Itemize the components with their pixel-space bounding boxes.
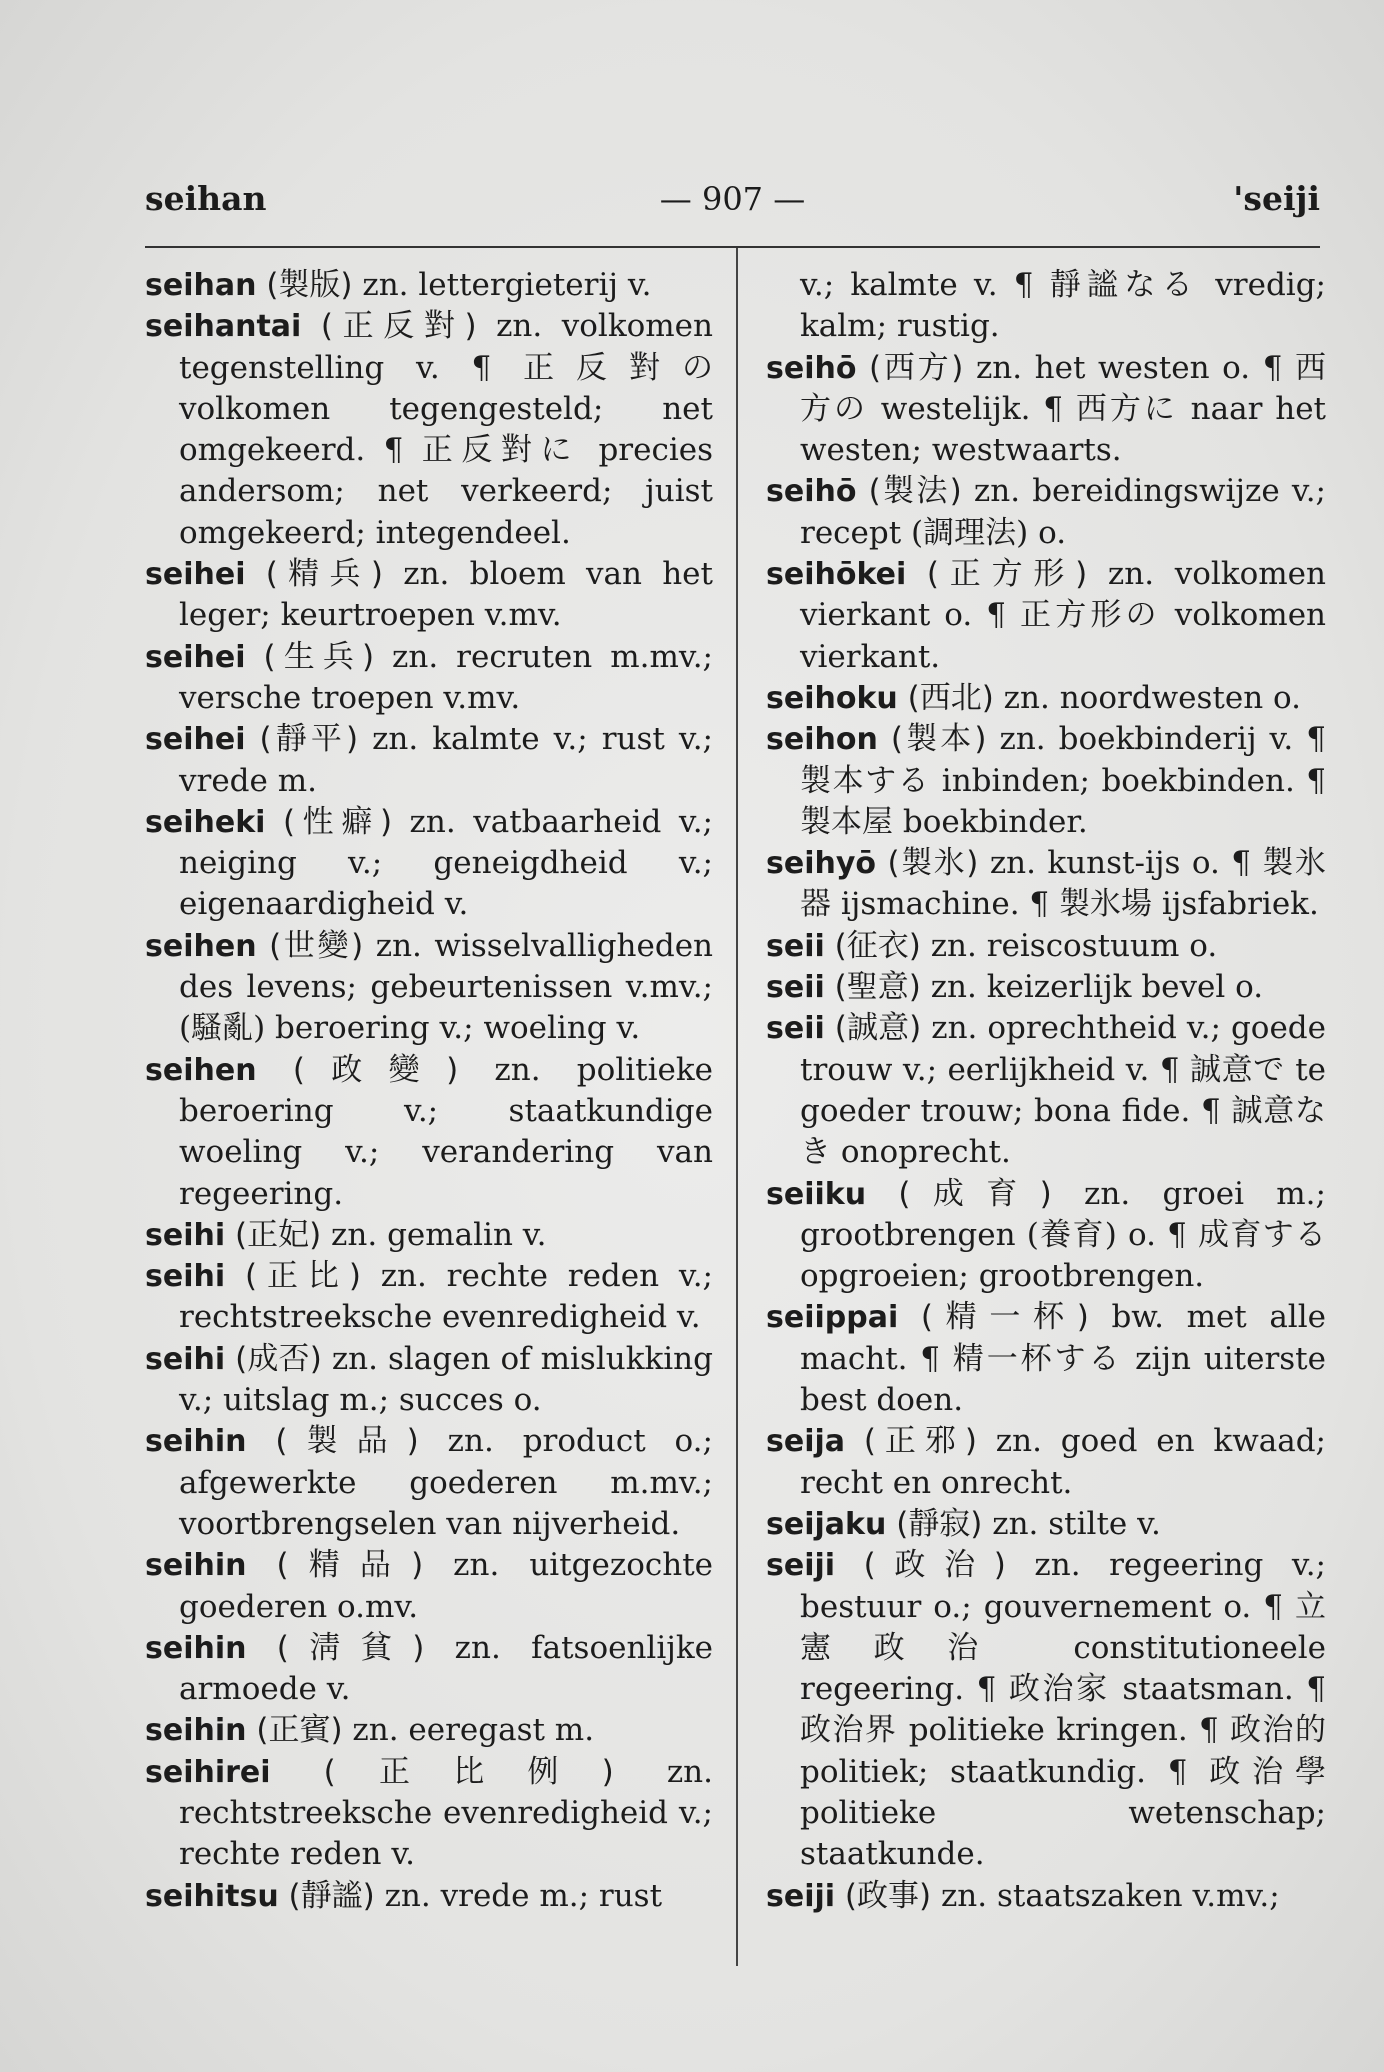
- entry-headword: seiippai: [766, 1300, 899, 1336]
- dictionary-entry: [766, 471, 1326, 554]
- dictionary-entry: [766, 926, 1326, 967]
- dictionary-entry: [145, 1215, 713, 1256]
- left-column: [145, 265, 713, 1917]
- entry-kanji: (製版): [266, 267, 353, 303]
- entry-headword: seihin: [145, 1630, 247, 1666]
- right-guide-word: 'seiji: [1233, 179, 1320, 218]
- dictionary-entry: [766, 678, 1326, 719]
- entry-definition: zn. recruten m.mv.; versche troepen v.mv.: [179, 638, 713, 716]
- dictionary-entry: [145, 1545, 713, 1628]
- dictionary-entry: [766, 1174, 1326, 1298]
- entry-headword: seii: [766, 928, 825, 964]
- entry-kanji: (政事): [844, 1877, 932, 1914]
- dictionary-entry: [145, 719, 713, 802]
- entry-definition: zn. keizerlijk bevel o.: [920, 969, 1264, 1006]
- entry-headword: seihei: [145, 639, 246, 675]
- dictionary-entry: [145, 1050, 713, 1215]
- entry-kanji: (性癖): [282, 803, 393, 840]
- entry-definition: zn. oprechtheid v.; goede trouw v.; eerlijkheid v. ¶ 誠意で te goeder trouw; bona fide. ¶ 誠意なき onoprecht.: [800, 1010, 1326, 1171]
- entry-kanji: (正方形): [926, 556, 1088, 593]
- entry-headword: seihei: [145, 722, 246, 758]
- entry-headword: seii: [766, 1011, 825, 1047]
- entry-definition: zn. bloem van het leger; keurtroepen v.mv.: [179, 556, 713, 634]
- entry-headword: seihyō: [766, 846, 877, 882]
- dictionary-entry: [766, 967, 1326, 1008]
- entry-headword: seihi: [145, 1341, 226, 1377]
- entry-kanji: (淸貧): [276, 1629, 425, 1666]
- entry-kanji: (製法): [868, 473, 962, 510]
- right-column: [766, 265, 1326, 1917]
- entry-kanji: (靜平): [259, 721, 359, 758]
- entry-headword: seihirei: [145, 1754, 271, 1790]
- entry-definition: zn. kunst-ijs o. ¶ 製氷器 ijsmachine. ¶ 製氷場 ijsfabriek.: [800, 845, 1326, 923]
- dictionary-entry: [766, 1504, 1326, 1545]
- entry-kanji: (正比例): [323, 1753, 614, 1790]
- entry-kanji: (西方): [869, 349, 964, 386]
- dictionary-entry: [766, 1876, 1326, 1917]
- dictionary-entry: [145, 306, 713, 554]
- dictionary-entry: [145, 265, 713, 306]
- entry-kanji: (西北): [907, 679, 994, 716]
- entry-headword: seihoku: [766, 680, 898, 716]
- page-header: [145, 176, 1320, 226]
- entry-kanji: (正賓): [256, 1712, 343, 1749]
- entry-kanji: (聖意): [834, 969, 921, 1006]
- entry-kanji: (靜謐): [288, 1877, 375, 1914]
- dictionary-entry: [145, 802, 713, 926]
- entry-headword: seihō: [766, 350, 857, 386]
- entry-headword: seiheki: [145, 804, 266, 840]
- entry-definition: zn. goed en kwaad; recht en onrecht.: [800, 1423, 1326, 1501]
- entry-kanji: (成否): [235, 1340, 322, 1377]
- entry-kanji: (製品): [275, 1423, 419, 1460]
- entry-kanji: (政治): [863, 1547, 1006, 1584]
- entry-kanji: (成育): [898, 1175, 1052, 1212]
- entry-kanji: (正比): [244, 1258, 361, 1295]
- entry-definition: zn. boekbinderij v. ¶ 製本する inbinden; boekbinden. ¶ 製本屋 boekbinder.: [800, 721, 1326, 840]
- entry-definition: zn. rechte reden v.; rechtstreeksche evenredigheid v.: [179, 1258, 713, 1336]
- entry-kanji: (製本): [890, 721, 987, 758]
- dictionary-entry: [145, 1421, 713, 1545]
- entry-headword: seii: [766, 970, 825, 1006]
- dictionary-entry: [145, 926, 713, 1050]
- dictionary-entry: [145, 1876, 713, 1917]
- entry-kanji: (製氷): [887, 845, 979, 882]
- entry-headword: seihen: [145, 1052, 257, 1088]
- entry-definition: zn. product o.; afgewerkte goederen m.mv.; voortbrengselen van nijverheid.: [179, 1423, 713, 1542]
- entry-definition: zn. het westen o. ¶ 西方の westelijk. ¶ 西方に naar het westen; westwaarts.: [800, 349, 1326, 469]
- entry-kanji: (正反對): [320, 308, 477, 345]
- entry-definition: zn. volkomen vierkant o. ¶ 正方形の volkomen vierkant.: [800, 556, 1326, 675]
- dictionary-entry: [766, 1545, 1326, 1875]
- entry-kanji: (誠意): [834, 1010, 922, 1047]
- entry-definition: zn. vrede m.; rust: [374, 1877, 663, 1914]
- dictionary-entry: [766, 1421, 1326, 1504]
- entry-kanji: (精兵): [265, 556, 384, 593]
- entry-definition: zn. groei m.; grootbrengen (養育) o. ¶ 成育する opgroeien; grootbrengen.: [800, 1175, 1326, 1295]
- entry-kanji: (精品): [276, 1547, 424, 1584]
- entry-definition: zn. rechtstreeksche evenredigheid v.; rechte reden v.: [179, 1753, 713, 1873]
- dictionary-entry: [766, 1008, 1326, 1173]
- column-divider: [736, 248, 738, 1966]
- entry-definition: zn. bereidingswijze v.; recept (調理法) o.: [800, 473, 1326, 551]
- dictionary-entry: [145, 1710, 713, 1751]
- entry-kanji: (世變): [269, 927, 364, 964]
- header-rule: [145, 246, 1320, 248]
- dictionary-entry: [766, 348, 1326, 472]
- entry-headword: seiji: [766, 1878, 836, 1914]
- entry-headword: seihantai: [145, 309, 302, 345]
- entry-definition: zn. eeregast m.: [342, 1712, 595, 1749]
- entry-kanji: (政變): [292, 1051, 459, 1088]
- entry-definition: zn. lettergieterij v.: [352, 267, 652, 303]
- entry-kanji: (正邪): [863, 1423, 977, 1460]
- entry-headword: seihei: [145, 557, 246, 593]
- entry-headword: seihon: [766, 722, 878, 758]
- entry-definition: zn. uitgezochte goederen o.mv.: [179, 1547, 713, 1625]
- entry-headword: seiiku: [766, 1176, 867, 1212]
- dictionary-entry: [145, 1628, 713, 1711]
- entry-definition: zn. politieke beroering v.; staatkundige woeling v.; verandering van regeering.: [179, 1051, 713, 1212]
- entry-headword: seihō: [766, 474, 857, 510]
- entry-kanji: (生兵): [263, 638, 375, 675]
- entry-headword: seihin: [145, 1424, 247, 1460]
- entry-definition: zn. staatszaken v.mv.;: [931, 1877, 1280, 1914]
- entry-definition: zn. vatbaarheid v.; neiging v.; geneigdheid v.; eigenaardigheid v.: [179, 803, 713, 923]
- entry-headword: seihi: [145, 1217, 226, 1253]
- entry-kanji: (靜寂): [896, 1505, 983, 1542]
- entry-continuation: v.; kalmte v. ¶ 靜謐なる vredig; kalm; rustig.: [800, 267, 1326, 345]
- dictionary-entry: [766, 843, 1326, 926]
- entry-headword: seijaku: [766, 1506, 887, 1542]
- entry-definition: zn. reiscostuum o.: [920, 927, 1218, 964]
- entry-definition: zn. stilte v.: [982, 1505, 1161, 1542]
- entry-definition: zn. gemalin v.: [321, 1216, 547, 1253]
- entry-kanji: (正妃): [235, 1216, 322, 1253]
- entry-kanji: (精一杯): [920, 1299, 1089, 1336]
- left-guide-word: seihan: [145, 179, 267, 218]
- entry-headword: seiji: [766, 1548, 836, 1584]
- entry-headword: seihen: [145, 928, 257, 964]
- entry-headword: seihi: [145, 1259, 226, 1295]
- entry-definition: zn. fatsoenlijke armoede v.: [179, 1629, 713, 1708]
- entry-headword: seihin: [145, 1713, 247, 1749]
- entry-definition: zn. kalmte v.; rust v.; vrede m.: [179, 721, 713, 799]
- entry-definition: bw. met alle macht. ¶ 精一杯する zijn uiterste best doen.: [800, 1299, 1326, 1419]
- entry-definition: zn. volkomen tegenstelling v. ¶ 正反對の volkomen tegengesteld; net omgekeerd. ¶ 正反對に precies andersom; net verkeerd; juist omgekeerd; integendeel.: [179, 308, 713, 551]
- dictionary-entry: [766, 554, 1326, 678]
- dictionary-entry: [766, 1297, 1326, 1421]
- dictionary-entry: [145, 1256, 713, 1339]
- entry-definition: zn. noordwesten o.: [993, 679, 1302, 716]
- entry-kanji: (征衣): [834, 927, 921, 964]
- entry-headword: seija: [766, 1424, 846, 1460]
- entry-definition: zn. regeering v.; bestuur o.; gouvernement o. ¶ 立憲政治 constitutioneele regeering. ¶ 政治家 staatsman. ¶ 政治界 politieke kringen. ¶ 政治的 politiek; staatkundig. ¶ 政治學 politieke wetenschap; staatkunde.: [800, 1547, 1326, 1873]
- entry-headword: seihan: [145, 268, 257, 303]
- entry-headword: seihin: [145, 1548, 247, 1584]
- dictionary-entry: [145, 1752, 713, 1876]
- entry-definition: zn. wisselvalligheden des levens; gebeurtenissen v.mv.; (騷亂) beroering v.; woeling v.: [179, 927, 713, 1047]
- entry-headword: seihitsu: [145, 1878, 279, 1914]
- dictionary-entry: [766, 719, 1326, 843]
- entry-definition: zn. slagen of mislukking v.; uitslag m.; succes o.: [179, 1340, 713, 1419]
- dictionary-entry: [145, 554, 713, 637]
- dictionary-entry: [145, 1339, 713, 1422]
- entry-headword: seihōkei: [766, 557, 907, 593]
- page-number: — 907 —: [659, 180, 806, 218]
- dictionary-entry: [145, 637, 713, 720]
